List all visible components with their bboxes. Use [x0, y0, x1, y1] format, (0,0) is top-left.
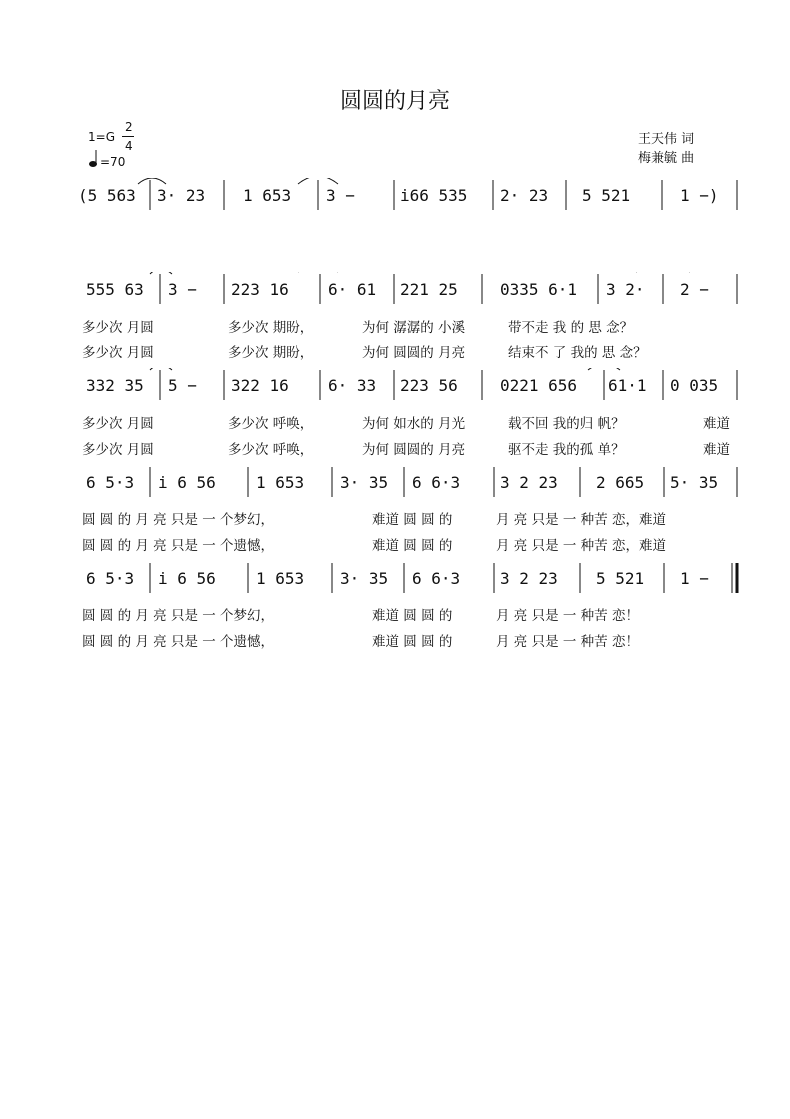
lyric: 多少次 月圆	[82, 442, 154, 458]
time-denominator: 4	[125, 139, 133, 153]
song-title: 圆圆的月亮	[339, 89, 450, 114]
measure: 0221 656	[500, 376, 578, 395]
measure: 2 −	[680, 280, 709, 299]
lyric: 圆 圆 的 月 亮 只是 一 个遗憾，	[82, 634, 275, 650]
lyric: 月 亮 只是 一 种苦 恋！	[496, 608, 639, 624]
lyric: 多少次 期盼，	[228, 320, 314, 336]
lyric: 圆 圆 的 月 亮 只是 一 个遗憾，	[82, 538, 275, 554]
measure: 1 653	[256, 473, 305, 492]
lyric: 多少次 月圆	[82, 416, 154, 432]
measure: 221 25	[400, 280, 458, 299]
time-fraction-line	[122, 136, 134, 137]
lyric: 难道 圆 圆 的	[372, 512, 453, 528]
lyric: 多少次 期盼，	[228, 345, 314, 361]
measure: 6 5·3	[86, 473, 135, 492]
lyricist-credit: 王天伟 词	[638, 132, 695, 147]
measure: 5 521	[596, 569, 645, 588]
measure: i66 535	[400, 186, 468, 205]
measure: 2· 23	[500, 186, 549, 205]
lyric: 圆 圆 的 月 亮 只是 一 个梦幻，	[82, 608, 275, 624]
measure: 2 665	[596, 473, 645, 492]
measure: 5 −	[168, 376, 197, 395]
lyric: 驱不走 我的孤 单？	[508, 442, 625, 458]
measure: 332 35	[86, 376, 144, 395]
measure: 5 521	[582, 186, 631, 205]
measure: 555 63	[86, 280, 144, 299]
lyric: 为何 圆圆的 月亮	[362, 442, 466, 458]
lyric: 多少次 呼唤，	[228, 442, 314, 458]
measure: 3· 35	[340, 473, 389, 492]
measure: i 6 56	[158, 569, 216, 588]
measure: 3 2·	[606, 280, 645, 299]
measure: (5 563	[78, 186, 136, 205]
measure: 3 −	[326, 186, 355, 205]
measure: i 6 56	[158, 473, 216, 492]
measure: 3· 35	[340, 569, 389, 588]
lyric: 难道	[703, 442, 730, 458]
measure: 5· 35	[670, 473, 719, 492]
staff-line-4	[0, 465, 790, 505]
staff-line-2	[0, 272, 790, 312]
lyric: 难道	[703, 416, 730, 432]
measure: 3· 23	[157, 186, 206, 205]
quarter-note-icon	[88, 148, 100, 168]
lyric: 载不回 我的归 帆？	[508, 416, 625, 432]
lyric: 圆 圆 的 月 亮 只是 一 个梦幻，	[82, 512, 275, 528]
lyric: 带不走 我 的 思 念？	[508, 320, 634, 336]
key-signature: 1=G	[88, 130, 115, 144]
staff-line-5	[0, 561, 790, 601]
lyric: 为何 潺潺的 小溪	[362, 320, 466, 336]
lyric: 月 亮 只是 一 种苦 恋！	[496, 634, 639, 650]
measure: 0335 6·1	[500, 280, 578, 299]
measure: 6 6·3	[412, 473, 461, 492]
lyric: 月 亮 只是 一 种苦 恋，难道	[496, 512, 666, 528]
measure: 3 2 23	[500, 473, 558, 492]
measure: 0 035	[670, 376, 719, 395]
measure: 3 −	[168, 280, 197, 299]
measure: 322 16	[231, 376, 289, 395]
measure: 223 16	[231, 280, 289, 299]
lyric: 多少次 月圆	[82, 345, 154, 361]
lyric: 多少次 呼唤，	[228, 416, 314, 432]
measure: 6· 33	[328, 376, 377, 395]
measure: 6· 61	[328, 280, 377, 299]
measure: 1 −)	[680, 186, 719, 205]
lyric: 难道 圆 圆 的	[372, 608, 453, 624]
measure: 3 2 23	[500, 569, 558, 588]
lyric: 结束不 了 我的 思 念？	[508, 345, 647, 361]
measure: 61·1	[608, 376, 647, 395]
measure: 1 653	[256, 569, 305, 588]
time-numerator: 2	[125, 120, 133, 134]
measure: 1 −	[680, 569, 709, 588]
composer-credit: 梅兼毓 曲	[638, 151, 695, 166]
measure: 1 653	[243, 186, 292, 205]
lyric: 难道 圆 圆 的	[372, 634, 453, 650]
measure: 223 56	[400, 376, 458, 395]
lyric: 月 亮 只是 一 种苦 恋，难道	[496, 538, 666, 554]
lyric: 多少次 月圆	[82, 320, 154, 336]
tempo-marking: =70	[100, 155, 126, 169]
measure: 6 5·3	[86, 569, 135, 588]
staff-line-1	[0, 178, 790, 218]
measure: 6 6·3	[412, 569, 461, 588]
lyric: 为何 如水的 月光	[362, 416, 466, 432]
lyric: 难道 圆 圆 的	[372, 538, 453, 554]
lyric: 为何 圆圆的 月亮	[362, 345, 466, 361]
staff-line-3	[0, 368, 790, 408]
